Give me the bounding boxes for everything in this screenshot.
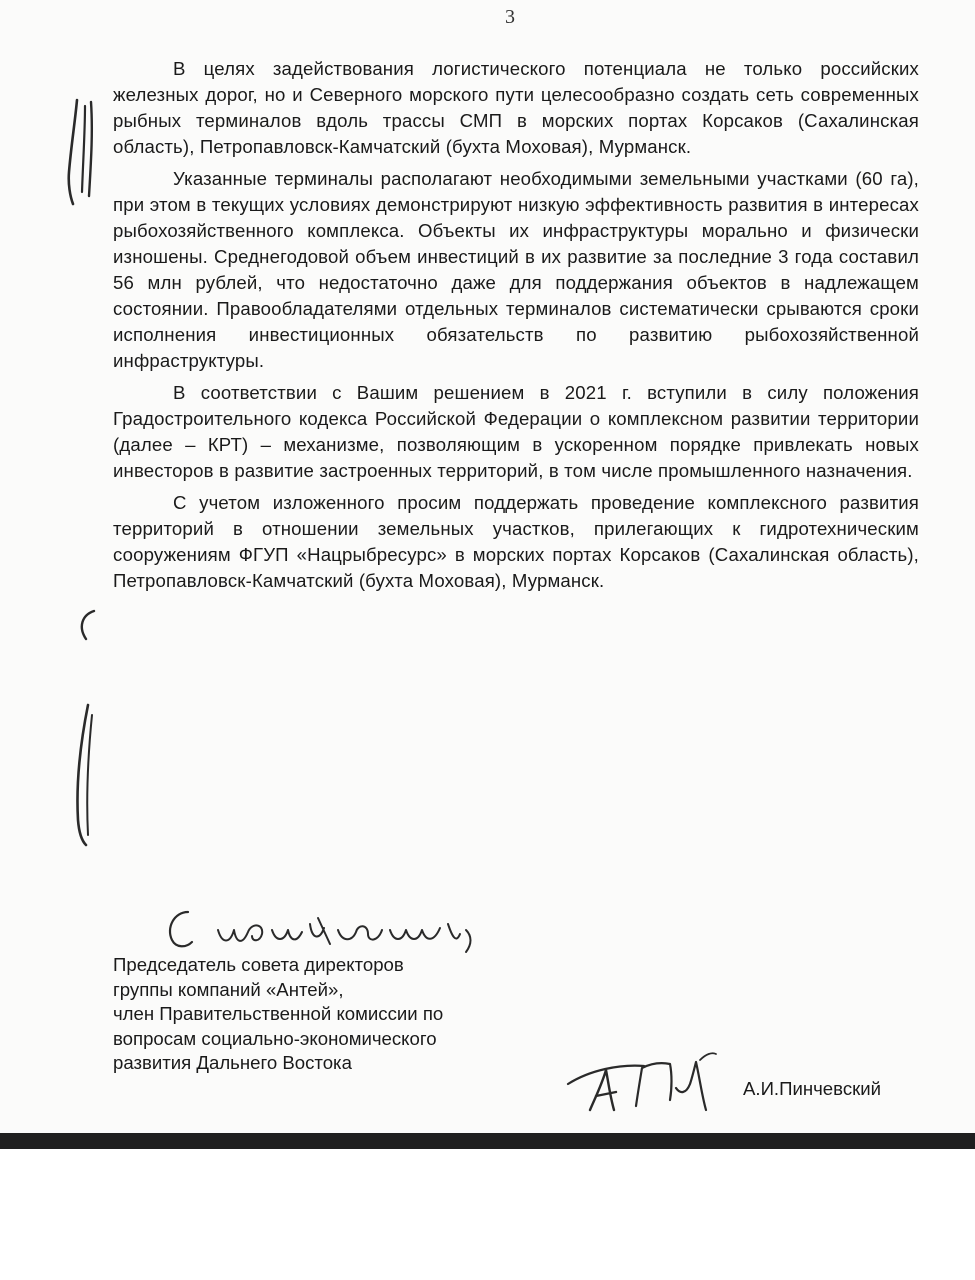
signature-line-1: Председатель совета директоров xyxy=(113,954,404,975)
signature-line-5: развития Дальнего Востока xyxy=(113,1052,352,1073)
paragraph-1: В целях задействования логистического потенциала не только российских железных дорог, но и Северного морского пути целесообразно создать сеть современных рыбных терминалов вдоль трассы СМП в морских портах Корсаков (Сахалинская область), Петропавловск-Камчатский (бухта Моховая), Мурманск. xyxy=(113,58,919,157)
handwritten-closing-icon xyxy=(160,900,490,960)
paragraph-4: С учетом изложенного просим поддержать проведение комплексного развития территорий в отношении земельных участков, прилегающих к гидротехническим сооружениям ФГУП «Нацрыбресурс» в морских портах Корсаков (Сахалинская область), Петропавловск-Камчатский (бухта Моховая), Мурманск. xyxy=(113,492,919,591)
signature-line-3: член Правительственной комиссии по xyxy=(113,1003,444,1024)
letter-body xyxy=(113,56,919,600)
margin-mark-top-icon xyxy=(55,92,115,212)
handwritten-signature-icon xyxy=(560,1040,720,1120)
signature-line-4: вопросам социально-экономического xyxy=(113,1027,437,1049)
bottom-edge-bar xyxy=(0,1133,975,1149)
signature-line-2: группы компаний «Антей», xyxy=(113,978,344,1000)
signer-name: А.И.Пинчевский xyxy=(743,1078,882,1099)
page-number: 3 xyxy=(505,6,515,28)
margin-bracket-icon xyxy=(60,605,110,855)
signature-block xyxy=(113,953,573,1076)
paragraph-2: Указанные терминалы располагают необходимыми земельными участками (60 га), при этом в текущих условиях демонстрируют низкую эффективность развития в интересах рыбохозяйственного комплекса. Объекты их инфраструктуры морально и физически изношены. Среднегодовой объем инвестиций в их развитие за последние 3 года составил 56 млн рублей, что недостаточно даже для поддержания объектов в надлежащем состоянии. Правообладателями отдельных терминалов систематически срываются сроки исполнения инвестиционных обязательств по развитию рыбохозяйственной инфраструктуры. xyxy=(113,168,919,371)
paragraph-3: В соответствии с Вашим решением в 2021 г. вступили в силу положения Градостроительного кодекса Российской Федерации о комплексном развитии территории (далее – КРТ) – механизме, позволяющим в ускоренном порядке привлекать новых инвесторов в развитие застроенных территорий, в том числе промышленного назначения. xyxy=(113,382,919,481)
